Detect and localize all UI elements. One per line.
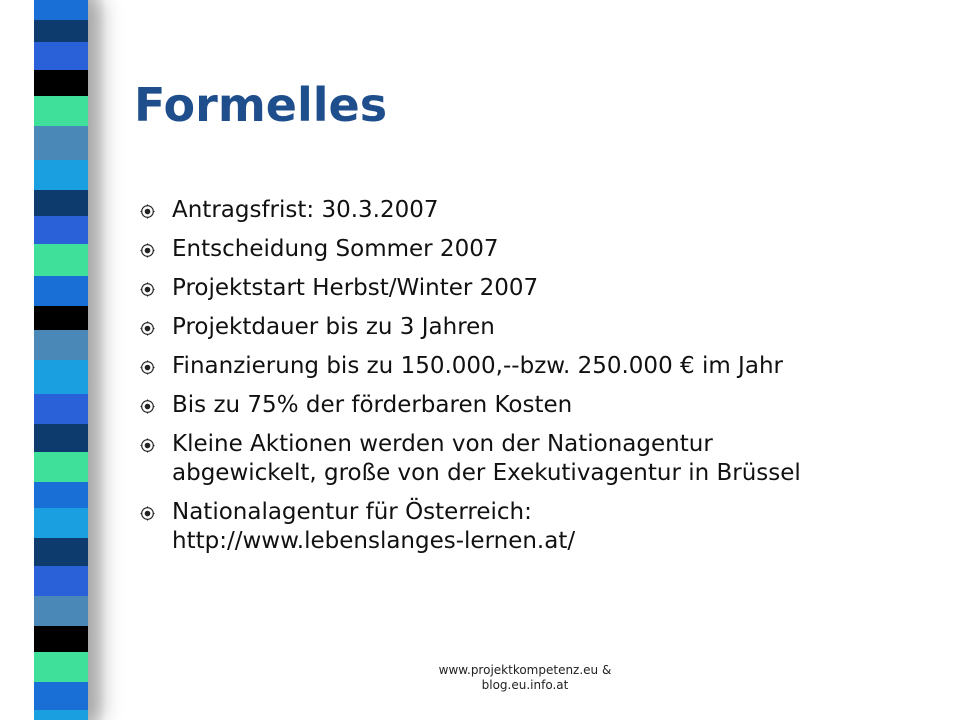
sun-target-bullet-icon (140, 243, 155, 258)
stripe-segment (34, 394, 88, 424)
bullet-item (134, 274, 934, 303)
stripe-segment (34, 626, 88, 652)
bullet-text: Finanzierung bis zu 150.000,--bzw. 250.000 € im Jahr (172, 353, 783, 379)
stripe-segment (34, 682, 88, 710)
bullet-item (134, 430, 934, 488)
bullet-text: abgewickelt, große von der Exekutivagentur in Brüssel (172, 460, 801, 486)
stripe-segment (34, 508, 88, 538)
bullet-text: Projektdauer bis zu 3 Jahren (172, 314, 495, 340)
bullet-text: Bis zu 75% der förderbaren Kosten (172, 392, 573, 418)
stripe-segment (34, 216, 88, 244)
bullet-text: Entscheidung Sommer 2007 (172, 236, 499, 262)
bullet-text: Antragsfrist: 30.3.2007 (172, 197, 439, 223)
stripe-segment (34, 276, 88, 306)
sun-target-bullet-icon (140, 506, 155, 521)
stripe-segment (34, 452, 88, 482)
decorative-stripe-bar (34, 0, 88, 720)
stripe-segment (34, 566, 88, 596)
bullet-text: Nationalagentur für Österreich: (172, 499, 532, 525)
bullet-item (134, 313, 934, 342)
stripe-segment (34, 360, 88, 394)
stripe-segment (34, 126, 88, 160)
bullet-item (134, 498, 934, 556)
bullet-text: http://www.lebenslanges-lernen.at/ (172, 528, 576, 554)
sun-target-bullet-icon (140, 360, 155, 375)
stripe-segment (34, 20, 88, 42)
footer-line-1: www.projektkompetenz.eu & (438, 663, 612, 677)
footer (405, 663, 645, 693)
stripe-segment (34, 538, 88, 566)
bullet-item (134, 196, 934, 225)
sun-target-bullet-icon (140, 282, 155, 297)
stripe-segment (34, 244, 88, 276)
stripe-segment (34, 96, 88, 126)
stripe-segment (34, 330, 88, 360)
sun-target-bullet-icon (140, 204, 155, 219)
bullet-item (134, 235, 934, 264)
stripe-segment (34, 596, 88, 626)
stripe-segment (34, 652, 88, 682)
bullet-item (134, 391, 934, 420)
stripe-segment (34, 190, 88, 216)
bullet-list (134, 196, 934, 566)
sun-target-bullet-icon (140, 321, 155, 336)
stripe-segment (34, 306, 88, 330)
bullet-item (134, 352, 934, 381)
footer-line-2: blog.eu.info.at (481, 678, 569, 692)
stripe-segment (34, 160, 88, 190)
stripe-segment (34, 70, 88, 96)
sun-target-bullet-icon (140, 399, 155, 414)
sun-target-bullet-icon (140, 438, 155, 453)
stripe-segment (34, 0, 88, 20)
slide-title: Formelles (134, 78, 388, 132)
bullet-text: Projektstart Herbst/Winter 2007 (172, 275, 539, 301)
stripe-shadow (88, 0, 106, 720)
stripe-segment (34, 710, 88, 720)
stripe-segment (34, 424, 88, 452)
stripe-segment (34, 42, 88, 70)
stripe-segment (34, 482, 88, 508)
bullet-text: Kleine Aktionen werden von der Nationagentur (172, 431, 713, 457)
